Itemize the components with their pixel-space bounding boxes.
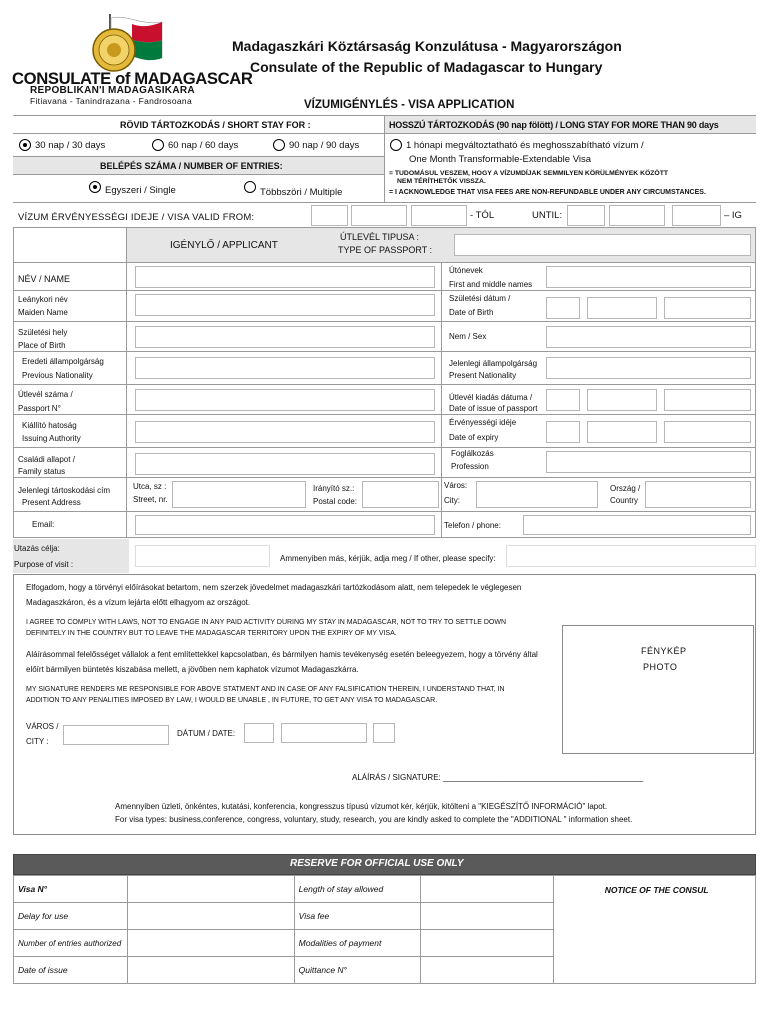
name-label: NÉV / NAME (18, 274, 71, 284)
pob-label-2: Place of Birth (18, 341, 66, 350)
nonrefundable-hu-2: NEM TÉRÍTHETŐK VISSZA. (397, 178, 486, 185)
quittance-cell (420, 957, 554, 984)
logo-sub-text: REPOBLIKAN'I MADAGASIKARA (30, 85, 195, 96)
declaration-en-2b: ADDITION TO ANY PENALITIES IMPOSED BY LAW, I WOULD BE UNABLE , IN FUTURE, TO GET ANY VISA TO MADAGASCAR. (26, 697, 438, 704)
expiry-label-1: Érvényességi idéje (449, 418, 517, 427)
given-names-field[interactable] (546, 266, 751, 288)
validity-label: VÍZUM ÉRVÉNYESSÉGI IDEJE / VISA VALID FROM: (18, 212, 255, 223)
multiple-label: Többszöri / Multiple (260, 187, 343, 198)
opt-60-label: 60 nap / 60 days (168, 140, 239, 151)
profession-label-2: Profession (451, 462, 489, 471)
radio-single-entry[interactable] (89, 181, 101, 193)
issue-date-label-2: Date of issue of passport (449, 404, 538, 413)
passport-type-2: TYPE OF PASSPORT : (338, 245, 433, 255)
phone-field[interactable] (523, 515, 751, 535)
photo-label-en: PHOTO (643, 662, 678, 672)
applicant-header: IGÉNYLŐ / APPLICANT (170, 240, 278, 251)
payment-label: Modalities of payment (294, 930, 420, 957)
sign-date-label: DÁTUM / DATE: (177, 729, 236, 738)
sex-label: Nem / Sex (449, 332, 487, 341)
maiden-field[interactable] (135, 294, 435, 316)
zip-label-2: Postal code: (313, 497, 358, 506)
zip-label-1: Irányító sz.: (313, 484, 355, 493)
valid-until-field-1[interactable] (567, 205, 605, 226)
ig-label: – IG (724, 210, 742, 221)
form-title: VÍZUMIGÉNYLÉS - VISA APPLICATION (304, 99, 515, 111)
family-status-field[interactable] (135, 453, 435, 475)
email-field[interactable] (135, 515, 435, 535)
pob-label-1: Születési hely (18, 328, 68, 337)
title-english: Consulate of the Republic of Madagascar to Hungary (250, 59, 603, 75)
prev-nat-field[interactable] (135, 357, 435, 379)
sign-date-year[interactable] (373, 723, 395, 743)
issue-day-field[interactable] (546, 389, 580, 411)
sign-city-label-2: CITY : (26, 737, 49, 746)
additional-info-en: For visa types: business,conference, congress, voluntary, study, research, you are kindly asked to complete the "ADDITIONAL " information sheet. (115, 815, 633, 824)
length-cell (420, 876, 554, 903)
expiry-year-field[interactable] (664, 421, 751, 443)
profession-label-1: Foglálkozás (451, 449, 494, 458)
single-label: Egyszeri / Single (105, 185, 176, 196)
valid-from-field-1[interactable] (311, 205, 348, 226)
short-stay-label: RÖVID TÁRTOZKODÁS / SHORT STAY FOR : (120, 120, 311, 130)
date-issue-label: Date of issue (14, 957, 128, 984)
delay-label: Delay for use (14, 903, 128, 930)
fee-cell (420, 903, 554, 930)
nonrefundable-en: = I ACKNOWLEDGE THAT VISA FEES ARE NON-REFUNDABLE UNDER ANY CIRCUMSTANCES. (389, 189, 706, 196)
sign-date-month[interactable] (281, 723, 367, 743)
declaration-hu-2a: Aláírásommal felelősséget vállalok a fent említettekkel kapcsolatban, és bármilyen hamis tevékenység esetén beleegyezem, hogy a törvény által (26, 650, 538, 659)
dob-label-1: Születési dátum / (449, 294, 511, 303)
purpose-label-1: Utazás célja: (14, 544, 60, 553)
radio-long-stay[interactable] (390, 139, 402, 151)
street-label-1: Utca, sz : (133, 482, 167, 491)
passport-type-field[interactable] (454, 234, 751, 256)
tol-label: - TÓL (470, 210, 495, 221)
radio-30-days[interactable] (19, 139, 31, 151)
photo-box[interactable] (562, 625, 754, 754)
additional-info-hu: Amennyiben üzleti, önkéntes, kutatási, konferencia, kongresszus típusú vízumot kér, kérjük, kitöltení a "KIEGÉSZÍTŐ INFORMÁCIÓ" lapot. (115, 802, 608, 811)
valid-until-field-3[interactable] (672, 205, 721, 226)
official-use-table (13, 875, 756, 984)
given-names-label-1: Útónevek (449, 266, 483, 275)
opt-30-label: 30 nap / 30 days (35, 140, 106, 151)
phone-label: Telefon / phone: (444, 521, 501, 530)
passport-no-label-1: Útlevél száma / (18, 390, 73, 399)
address-label-1: Jelenlegi tártoskodási cím (18, 486, 111, 495)
entries-authorized-cell (127, 930, 294, 957)
declaration-en-2a: MY SIGNATURE RENDERS ME RESPONSIBLE FOR ABOVE STATMENT AND IN CASE OF ANY FALSIFICATION THEREIN, I UNDERSTAND THAT, IN (26, 686, 505, 693)
declaration-en-1a: I AGREE TO COMPLY WITH LAWS, NOT TO ENGAGE IN ANY PAID ACTIVITY DURING MY STAY IN MADAGASCAR, NOT TO TRY TO SETTLE DOWN (26, 619, 506, 626)
entries-authorized-label: Number of entries authorized (14, 930, 128, 957)
valid-from-field-3[interactable] (411, 205, 467, 226)
radio-60-days[interactable] (152, 139, 164, 151)
dob-field-year[interactable] (664, 297, 751, 319)
visa-no-cell (127, 876, 294, 903)
valid-from-field-2[interactable] (351, 205, 407, 226)
pob-field[interactable] (135, 326, 435, 348)
other-purpose-label: Ammenyiben más, kérjük, adja meg / If other, please specify: (280, 554, 496, 563)
opt-90-label: 90 nap / 90 days (289, 140, 360, 151)
radio-90-days[interactable] (273, 139, 285, 151)
sign-city-label-1: VÁROS / (26, 722, 59, 731)
pres-nat-field[interactable] (546, 357, 751, 379)
photo-label-hu: FÉNYKÉP (641, 646, 687, 656)
passport-type-1: ÚTLEVÉL TIPUSA : (340, 232, 420, 242)
valid-until-field-2[interactable] (609, 205, 665, 226)
country-field[interactable] (645, 481, 751, 508)
signature-line[interactable]: ALÁÍRÁS / SIGNATURE: _____________________________________________ (352, 773, 644, 782)
family-status-label-1: Családi allapot / (18, 455, 75, 464)
passport-no-label-2: Passport N° (18, 404, 61, 413)
until-label: UNTIL: (532, 210, 563, 221)
declaration-en-1b: DEFINITELY IN THE COUNTRY BUT TO LEAVE THE MADAGASCAR TERRITORY UPON THE EXPIRY OF MY VISA. (26, 630, 397, 637)
issue-date-label-1: Útlevél kiadás dátuma / (449, 393, 533, 402)
consulate-logo (12, 8, 253, 108)
country-label-1: Ország / (610, 484, 641, 493)
expiry-day-field[interactable] (546, 421, 580, 443)
pres-nat-label-2: Present Nationality (449, 371, 517, 380)
radio-multiple-entry[interactable] (244, 181, 256, 193)
title-hungarian: Madagaszkári Köztársaság Konzulátusa - Magyarországon (232, 38, 622, 54)
expiry-month-field[interactable] (587, 421, 657, 443)
city-label-1: Város: (444, 481, 468, 490)
notice-cell: NOTICE OF THE CONSUL (554, 876, 756, 984)
sign-city-field[interactable] (63, 725, 169, 745)
nonrefundable-hu-1: = TUDOMÁSUL VESZEM, HOGY A VÍZUMDÍJAK SEMMILYEN KÖRÜLMÉNYEK KÖZÖTT (389, 170, 669, 177)
delay-cell (127, 903, 294, 930)
street-field[interactable] (172, 481, 306, 508)
purpose-select[interactable] (135, 545, 270, 567)
declaration-hu-1a: Elfogadom, hogy a törvényi előírásokat betartom, nem szerzek jövedelmet madagaszkári tartózkodásom alatt, nem telepedek le véglegesen (26, 583, 522, 592)
long-opt-line1: 1 hónapi megváltoztatható és meghosszabítható vízum / (406, 140, 644, 151)
given-names-label-2: First and middle names (449, 280, 533, 289)
email-label: Email: (32, 520, 55, 529)
pres-nat-label-1: Jelenlegi állampolgárság (449, 359, 538, 368)
family-status-label-2: Family status (18, 467, 66, 476)
long-stay-label: HOSSZÚ TÁRTOZKODÁS (90 nap fölött) / LONG STAY FOR MORE THAN 90 days (389, 120, 719, 130)
quittance-label: Quittance N° (294, 957, 420, 984)
fee-label: Visa fee (294, 903, 420, 930)
entries-label: BELÉPÉS SZÁMA / NUMBER OF ENTRIES: (100, 161, 283, 171)
declaration-hu-1b: Madagaszkáron, és a vízum lejárta előtt elhagyom az országot. (26, 598, 251, 607)
authority-label-1: Kiállító hatoság (22, 421, 77, 430)
sign-date-day[interactable] (244, 723, 274, 743)
dob-field-day[interactable] (546, 297, 580, 319)
other-purpose-field[interactable] (506, 545, 756, 567)
payment-cell (420, 930, 554, 957)
prev-nat-label-1: Eredeti állampolgárság (22, 357, 104, 366)
street-label-2: Street, nr. (133, 495, 168, 504)
issue-year-field[interactable] (664, 389, 751, 411)
prev-nat-label-2: Previous Nationality (22, 371, 93, 380)
official-use-title: RESERVE FOR OFFICIAL USE ONLY (290, 858, 464, 869)
dob-label-2: Date of Birth (449, 308, 494, 317)
maiden-label-2: Maiden Name (18, 308, 68, 317)
dob-field-month[interactable] (587, 297, 657, 319)
authority-label-2: Issuing Authority (22, 434, 81, 443)
issue-month-field[interactable] (587, 389, 657, 411)
country-label-2: Country (610, 496, 639, 505)
city-field[interactable] (476, 481, 598, 508)
declaration-hu-2b: előírt bármilyen büntetés kiszabása mellett, a jövőben nem kaphatok vízumot Madagaszkárra. (26, 665, 359, 674)
name-field[interactable] (135, 266, 435, 288)
maiden-label-1: Leánykori név (18, 295, 68, 304)
length-label: Length of stay allowed (294, 876, 420, 903)
sex-field[interactable] (546, 326, 751, 348)
long-opt-line2: One Month Transformable-Extendable Visa (409, 154, 592, 165)
authority-field[interactable] (135, 421, 435, 443)
city-label-2: City: (444, 496, 460, 505)
date-issue-cell (127, 957, 294, 984)
profession-field[interactable] (546, 451, 751, 473)
passport-no-field[interactable] (135, 389, 435, 411)
logo-main-text: CONSULATE of MADAGASCAR (12, 69, 253, 88)
purpose-label-2: Purpose of visit : (14, 560, 74, 569)
visa-no-label: Visa N° (14, 876, 128, 903)
logo-motto: Fitiavana - Tanindrazana - Fandrosoana (30, 96, 192, 106)
zip-field[interactable] (362, 481, 439, 508)
address-label-2: Present Address (22, 498, 81, 507)
expiry-label-2: Date of expiry (449, 433, 499, 442)
